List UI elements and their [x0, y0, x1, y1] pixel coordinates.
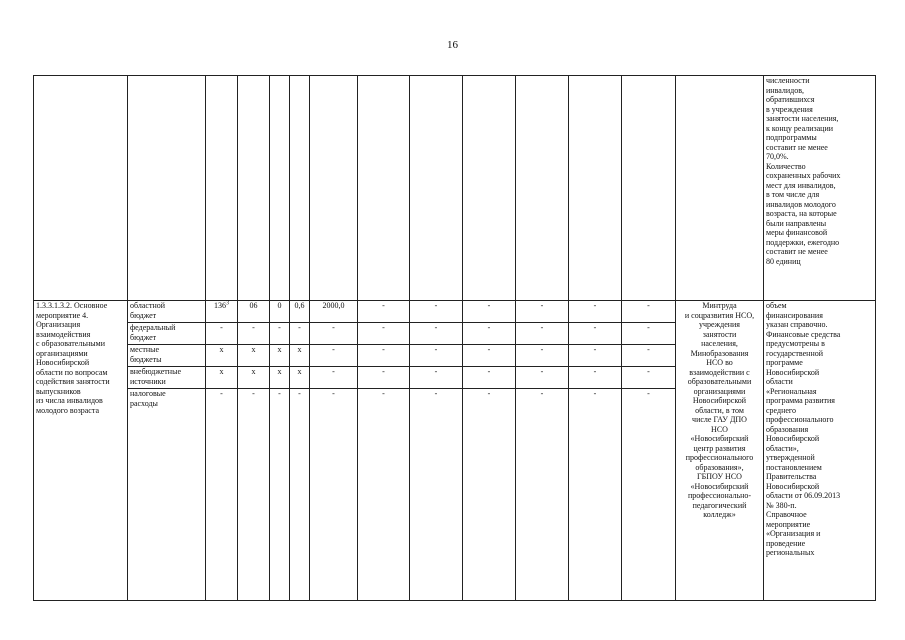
cell-value: 0,6 [290, 301, 310, 323]
indicator-text: численности инвалидов, обратившихся в учреждения занятости населения, к концу реализации подпрограммы составит не менее 70,0%. Количество сохраненных рабочих мест для инвалидов, в том числе для инвалидов молодого возраста, на которые были направлены меры финансовой поддержки, ежегодно составит не менее 80 единиц [764, 76, 876, 301]
cell-value: - [310, 345, 358, 367]
funding-source: федеральный бюджет [128, 323, 206, 345]
empty-cell [516, 76, 569, 301]
cell-value: x [270, 367, 290, 389]
cell-value: - [358, 367, 410, 389]
cell-value: - [516, 367, 569, 389]
cell-value: 0 [270, 301, 290, 323]
cell-value: 06 [238, 301, 270, 323]
empty-cell [569, 76, 622, 301]
empty-cell [238, 76, 270, 301]
cell-value: x [290, 367, 310, 389]
cell-value: - [410, 345, 463, 367]
executor: Минтруда и соцразвития НСО, учреждения занятости населения, Минобразования НСО во взаимодействии с образовательными организациями Новосибирской области, в том числе ГАУ ДПО НСО «Новосибирский центр развития профессионального образования», ГБПОУ НСО «Новосибирский профессионально- педагогический колледж» [676, 301, 764, 601]
cell-value: - [622, 323, 676, 345]
cell-value: - [569, 367, 622, 389]
expected-result: объем финансирования указан справочно. Финансовые средства предусмотрены в государственной программе Новосибирской области «Региональная программа развития среднего профессионального образования Новосибирской области», утвержденной постановлением Правительства Новосибирской области от 06.09.2013 № 380-п. Справочное мероприятие «Организация и проведение региональных [764, 301, 876, 601]
cell-value: - [569, 389, 622, 601]
empty-cell [270, 76, 290, 301]
cell-value: - [569, 301, 622, 323]
page-number: 16 [447, 39, 458, 51]
empty-cell [206, 76, 238, 301]
funding-source: налоговые расходы [128, 389, 206, 601]
cell-value: x [238, 345, 270, 367]
cell-value: - [358, 323, 410, 345]
cell-value: - [463, 323, 516, 345]
cell-value: - [516, 345, 569, 367]
cell-value: - [358, 345, 410, 367]
cell-value: - [358, 301, 410, 323]
cell-value: - [290, 389, 310, 601]
empty-cell [128, 76, 206, 301]
cell-value: x [270, 345, 290, 367]
cell-value: - [463, 345, 516, 367]
continuation-row [34, 76, 876, 301]
empty-cell [410, 76, 463, 301]
funding-source: областной бюджет [128, 301, 206, 323]
empty-cell [290, 76, 310, 301]
activity-name: 1.3.3.1.3.2. Основное мероприятие 4. Организация взаимодействия с образовательными организациями Новосибирской области по вопросам содействия занятости выпускников из числа инвалидов молодого возраста [34, 301, 128, 601]
cell-value: - [238, 389, 270, 601]
cell-value: - [270, 323, 290, 345]
cell-value: - [463, 389, 516, 601]
empty-cell [463, 76, 516, 301]
cell-value: - [310, 323, 358, 345]
empty-cell [34, 76, 128, 301]
cell-value: - [270, 389, 290, 601]
empty-cell [358, 76, 410, 301]
cell-value: - [516, 301, 569, 323]
cell-value: - [310, 389, 358, 601]
cell-value: x [206, 367, 238, 389]
cell-value: - [622, 367, 676, 389]
empty-cell [676, 76, 764, 301]
cell-value: - [206, 323, 238, 345]
empty-cell [622, 76, 676, 301]
cell-value: - [206, 389, 238, 601]
funding-source: местные бюджеты [128, 345, 206, 367]
empty-cell [310, 76, 358, 301]
cell-value: - [622, 389, 676, 601]
cell-value: - [463, 301, 516, 323]
cell-value: - [622, 301, 676, 323]
cell-value: - [410, 323, 463, 345]
cell-value: - [516, 323, 569, 345]
cell-value: - [463, 367, 516, 389]
cell-value: - [238, 323, 270, 345]
cell-value: - [569, 345, 622, 367]
funding-source: внебюджетные источники [128, 367, 206, 389]
cell-value: - [516, 389, 569, 601]
cell-value: 2000,0 [310, 301, 358, 323]
cell-value: x [206, 345, 238, 367]
cell-value: - [410, 367, 463, 389]
cell-value: - [622, 345, 676, 367]
cell-value: - [310, 367, 358, 389]
program-activities-table [33, 75, 876, 601]
cell-value: x [238, 367, 270, 389]
cell-value: - [410, 389, 463, 601]
cell-value: - [290, 323, 310, 345]
cell-value: x [290, 345, 310, 367]
cell-value: $136^3$ [206, 301, 238, 323]
cell-value: - [410, 301, 463, 323]
financing-row [34, 301, 876, 323]
cell-value: - [569, 323, 622, 345]
cell-value: - [358, 389, 410, 601]
